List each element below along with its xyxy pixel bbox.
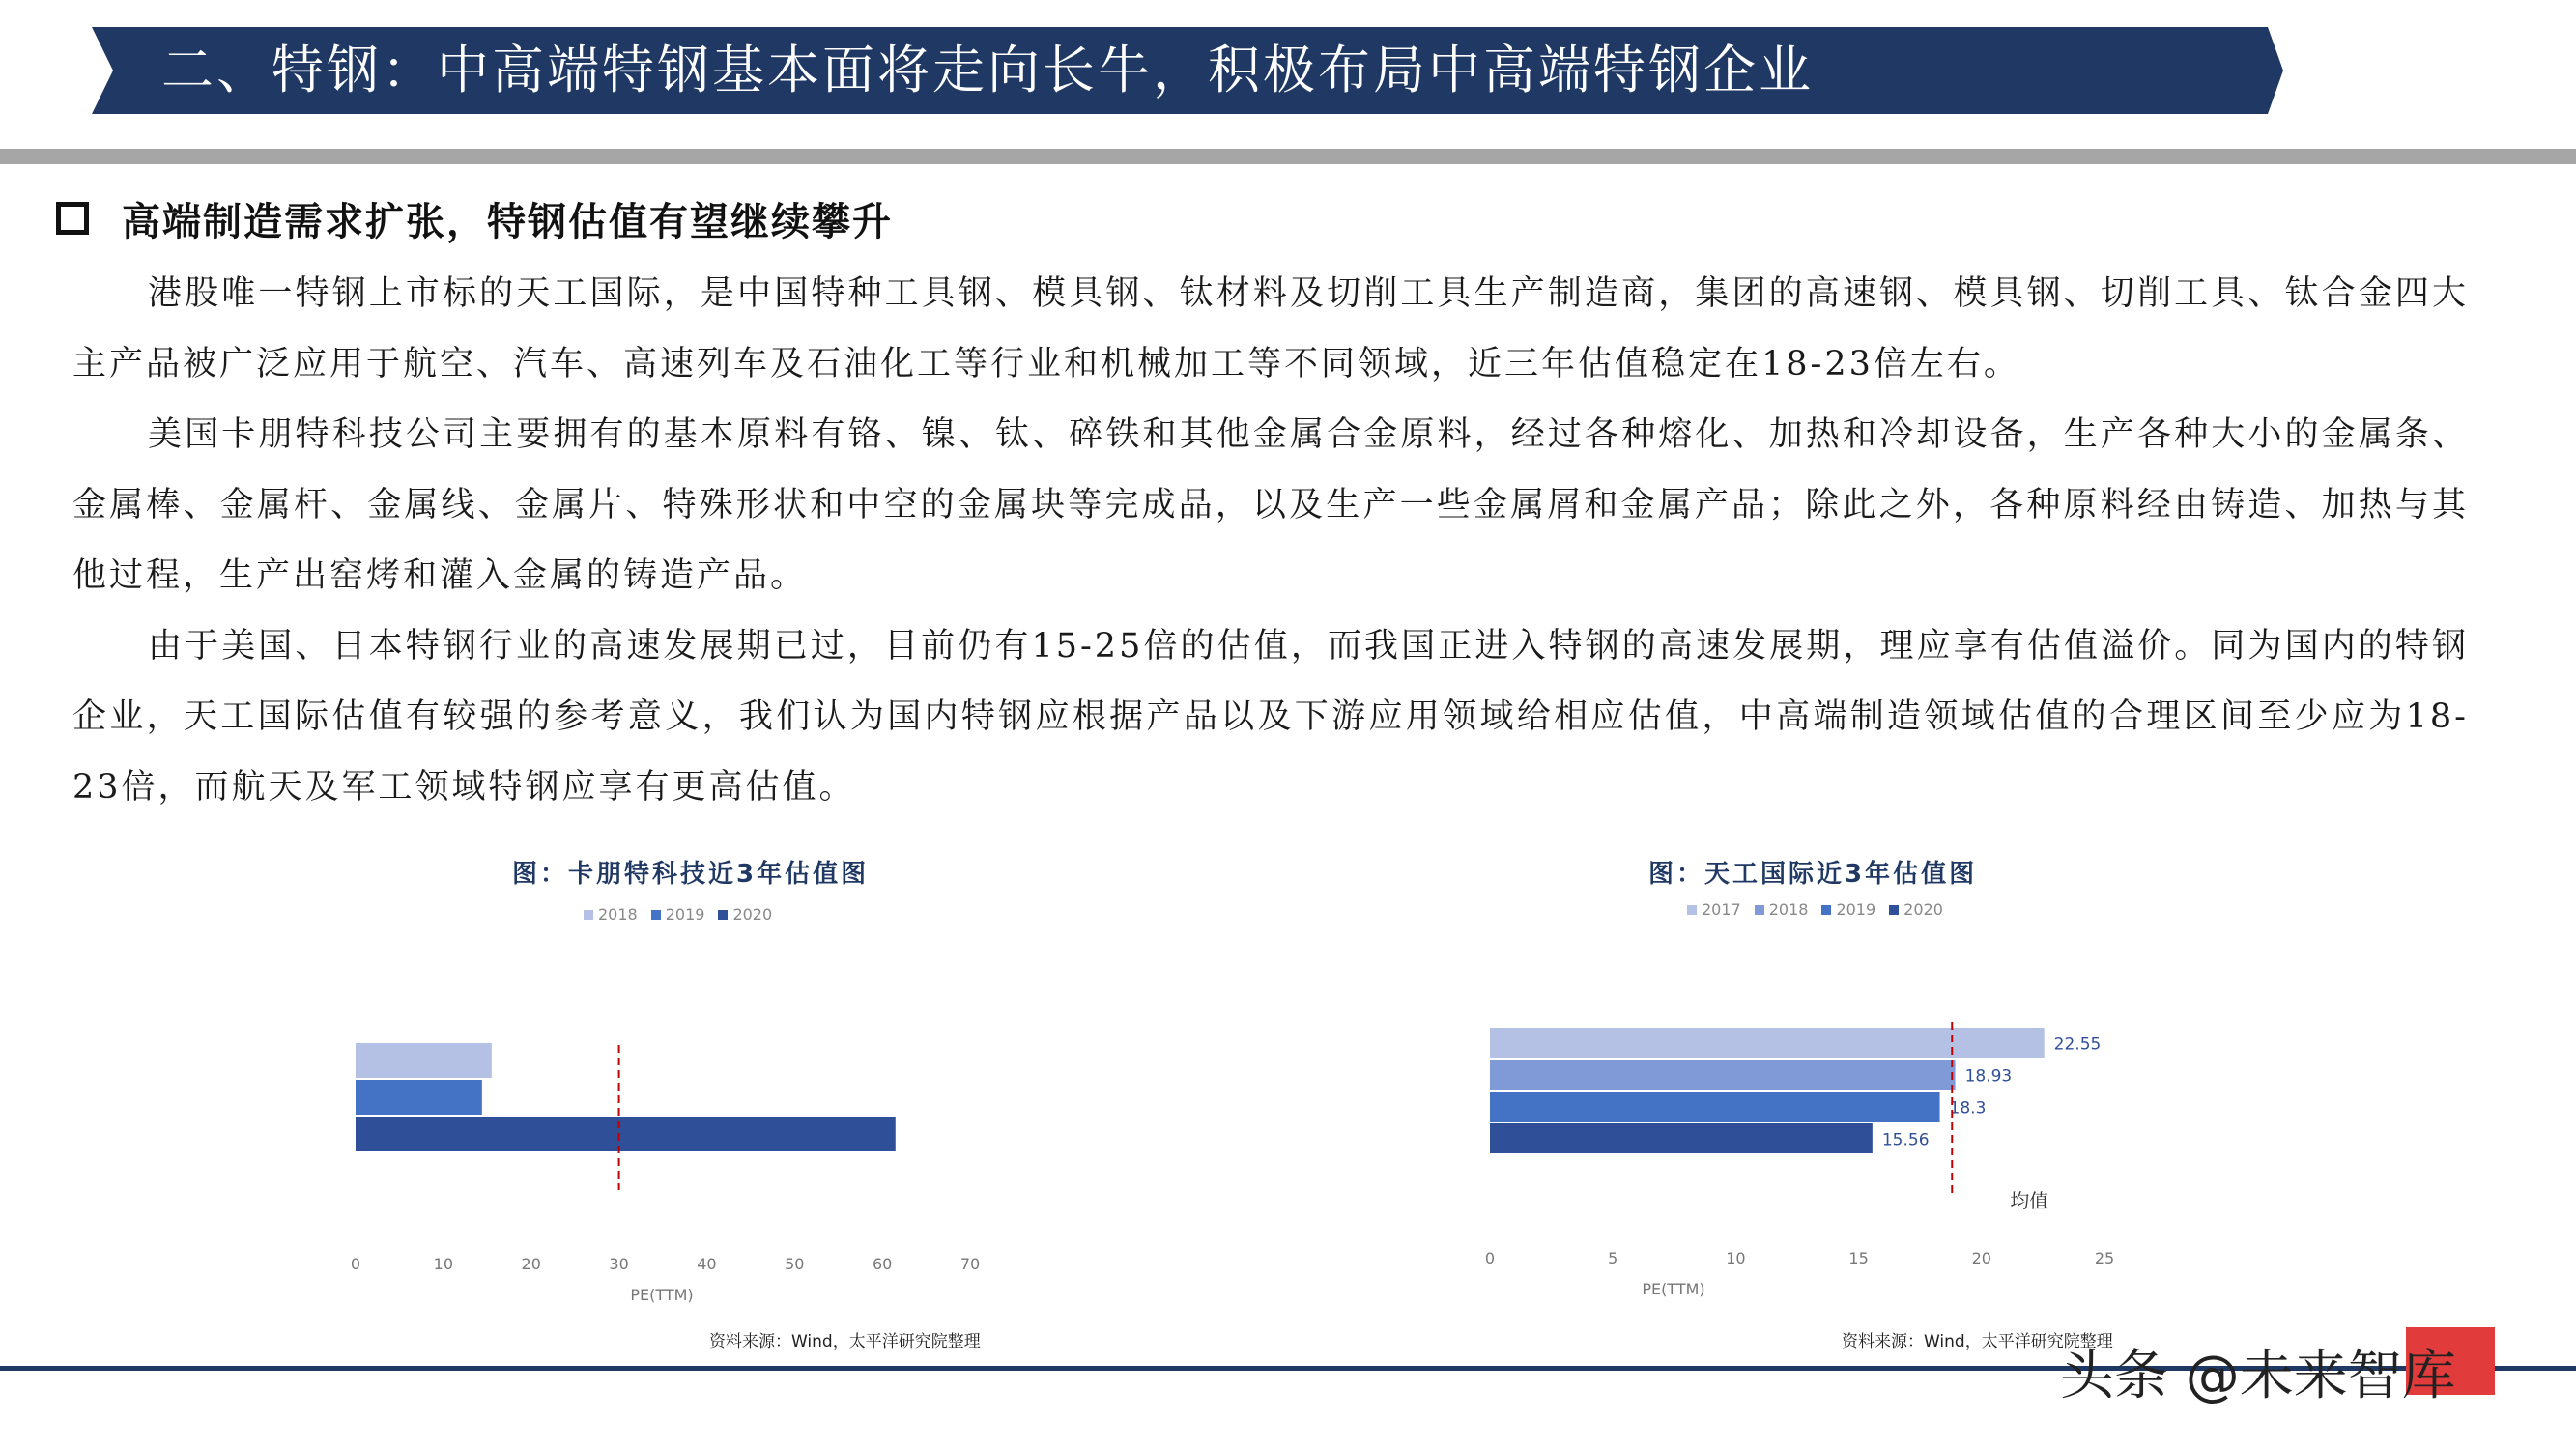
- bar-2018: [1490, 1060, 1956, 1090]
- section-subheading: [56, 189, 893, 247]
- chart1-legend: [584, 905, 772, 923]
- legend-label: 2019: [1836, 900, 1876, 919]
- legend-item: [1821, 900, 1875, 919]
- bar-2020: [356, 1117, 896, 1151]
- legend-swatch: [718, 910, 728, 920]
- bar-2020: [1490, 1123, 1873, 1153]
- x-tick-label: 25: [2094, 1249, 2115, 1267]
- legend-label: 2018: [1768, 900, 1809, 919]
- chart1-title: 图：卡朋特科技近3年估值图: [512, 860, 870, 889]
- square-bullet-icon: [56, 202, 89, 235]
- paragraph-1: 港股唯一特钢上市标的天工国际，是中国特种工具钢、模具钢、钛材料及切削工具生产制造商，集团的高速钢、模具钢、切削工具、钛合金四大主产品被广泛应用于航空、汽车、高速列车及石油化工等行业和机械加工等不同领域，近三年估值稳定在18-23倍左右。: [72, 274, 2469, 384]
- legend-item: [651, 905, 705, 923]
- legend-label: 2019: [665, 905, 705, 923]
- data-label-2018: 18.93: [1964, 1066, 2013, 1087]
- x-tick-label: 20: [521, 1255, 541, 1273]
- legend-item: [718, 905, 772, 923]
- x-tick-label: 15: [1848, 1249, 1869, 1267]
- chart2-source: 资料来源：Wind，太平洋研究院整理: [1842, 1332, 2113, 1351]
- x-tick-label: 10: [1726, 1249, 1746, 1267]
- legend-label: 2020: [1903, 900, 1943, 919]
- header-divider: [0, 149, 2576, 164]
- header-banner: [92, 27, 2283, 114]
- legend-label: 2020: [732, 905, 773, 923]
- reference-line-label: 均值: [2010, 1189, 2049, 1212]
- legend-swatch: [1755, 905, 1764, 915]
- x-axis-label: PE(TTM): [630, 1286, 694, 1304]
- legend-label: 2018: [598, 905, 638, 923]
- paragraph-3: 由于美国、日本特钢行业的高速发展期已过，目前仍有15-25倍的估值，而我国正进入特钢的高速发展期，理应享有估值溢价。同为国内的特钢企业，天工国际估值有较强的参考意义，我们认为国内特钢应根据产品以及下游应用领域给相应估值，中高端制造领域估值的合理区间至少应为18-23倍，而航天及军工领域特钢应享有更高估值。: [72, 627, 2469, 807]
- legend-label: 2017: [1702, 900, 1741, 919]
- x-tick-label: 70: [959, 1255, 981, 1273]
- chart2-legend: [1687, 900, 1943, 919]
- x-tick-label: 5: [1608, 1249, 1618, 1267]
- subheading-text: 高端制造需求扩张，特钢估值有望继续攀升: [122, 198, 893, 244]
- legend-swatch: [1687, 905, 1697, 915]
- x-tick-label: 0: [1484, 1249, 1496, 1267]
- chart2-title: 图：天工国际近3年估值图: [1648, 860, 1978, 889]
- bar-2019: [356, 1080, 482, 1115]
- legend-item: [1889, 900, 1943, 919]
- data-label-2017: 22.55: [2053, 1035, 2102, 1055]
- legend-swatch: [1889, 905, 1899, 915]
- x-tick-label: 40: [697, 1255, 717, 1273]
- x-tick-label: 60: [872, 1255, 893, 1273]
- x-tick-label: 10: [433, 1255, 454, 1273]
- x-tick-label: 50: [785, 1255, 805, 1273]
- legend-item: [584, 905, 638, 923]
- bar-2017: [1490, 1028, 2045, 1058]
- legend-swatch: [584, 910, 593, 920]
- bar-2019: [1490, 1092, 1940, 1122]
- paragraph-2: 美国卡朋特科技公司主要拥有的基本原料有铬、镍、钛、碎铁和其他金属合金原料，经过各种熔化、加热和冷却设备，生产各种大小的金属条、金属棒、金属杆、金属线、金属片、特殊形状和中空的金属块等完成品，以及生产一些金属屑和金属产品；除此之外，各种原料经由铸造、加热与其他过程，生产出窑烤和灌入金属的铸造产品。: [72, 415, 2469, 595]
- bar-2018: [356, 1043, 492, 1078]
- data-label-2020: 15.56: [1881, 1130, 1930, 1151]
- chart1-plot: [329, 1024, 1024, 1314]
- legend-swatch: [651, 910, 661, 920]
- chart2-plot: [1459, 1005, 2193, 1304]
- x-tick-label: 20: [1971, 1249, 1991, 1267]
- legend-swatch: [1821, 905, 1831, 915]
- x-tick-label: 30: [609, 1255, 629, 1273]
- watermark: 头条 @未来智库: [2060, 1345, 2456, 1407]
- chart1-source: 资料来源：Wind，太平洋研究院整理: [709, 1332, 981, 1351]
- legend-item: [1687, 900, 1741, 919]
- data-label-2019: 18.3: [1949, 1098, 1987, 1119]
- legend-item: [1755, 900, 1809, 919]
- page-title: 二、特钢：中高端特钢基本面将走向长牛，积极布局中高端特钢企业: [161, 40, 1814, 100]
- x-axis-label: PE(TTM): [1642, 1280, 1705, 1298]
- x-tick-label: 0: [350, 1255, 361, 1273]
